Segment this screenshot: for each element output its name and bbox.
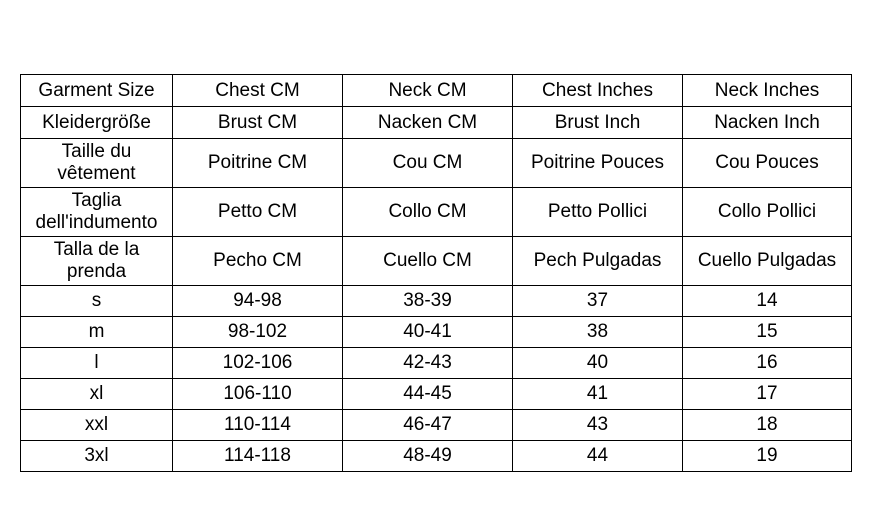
header-cell: Cou CM (343, 139, 513, 188)
neck-cm-cell: 42-43 (343, 348, 513, 379)
header-cell: Brust CM (173, 107, 343, 139)
header-cell: Brust Inch (513, 107, 683, 139)
chest-inches-cell: 40 (513, 348, 683, 379)
header-cell: Taglia dell'indumento (21, 188, 173, 237)
size-cell: xl (21, 379, 173, 410)
header-cell: Cuello Pulgadas (683, 237, 852, 286)
size-cell: 3xl (21, 441, 173, 472)
size-cell: l (21, 348, 173, 379)
chest-cm-cell: 106-110 (173, 379, 343, 410)
chest-inches-cell: 44 (513, 441, 683, 472)
header-cell: Collo CM (343, 188, 513, 237)
header-cell: Cou Pouces (683, 139, 852, 188)
neck-cm-cell: 48-49 (343, 441, 513, 472)
header-row-french (21, 139, 852, 188)
chest-inches-cell: 41 (513, 379, 683, 410)
chest-cm-cell: 98-102 (173, 317, 343, 348)
header-cell: Nacken Inch (683, 107, 852, 139)
chest-inches-cell: 43 (513, 410, 683, 441)
header-cell: Garment Size (21, 75, 173, 107)
header-cell: Cuello CM (343, 237, 513, 286)
header-row-italian (21, 188, 852, 237)
header-cell: Pech Pulgadas (513, 237, 683, 286)
size-cell: s (21, 286, 173, 317)
chest-cm-cell: 94-98 (173, 286, 343, 317)
neck-cm-cell: 40-41 (343, 317, 513, 348)
neck-inches-cell: 17 (683, 379, 852, 410)
neck-inches-cell: 15 (683, 317, 852, 348)
header-cell: Poitrine Pouces (513, 139, 683, 188)
table-row (21, 286, 852, 317)
header-cell: Chest Inches (513, 75, 683, 107)
header-cell: Talla de la prenda (21, 237, 173, 286)
header-cell: Petto Pollici (513, 188, 683, 237)
chest-cm-cell: 110-114 (173, 410, 343, 441)
neck-inches-cell: 18 (683, 410, 852, 441)
neck-cm-cell: 46-47 (343, 410, 513, 441)
header-cell: Neck CM (343, 75, 513, 107)
header-cell: Collo Pollici (683, 188, 852, 237)
table-row (21, 441, 852, 472)
table-row (21, 410, 852, 441)
size-chart-table (20, 74, 852, 472)
chest-cm-cell: 102-106 (173, 348, 343, 379)
header-row-spanish (21, 237, 852, 286)
chest-cm-cell: 114-118 (173, 441, 343, 472)
neck-inches-cell: 14 (683, 286, 852, 317)
table-row (21, 348, 852, 379)
header-row-german (21, 107, 852, 139)
header-cell: Pecho CM (173, 237, 343, 286)
neck-cm-cell: 38-39 (343, 286, 513, 317)
size-cell: xxl (21, 410, 173, 441)
neck-inches-cell: 19 (683, 441, 852, 472)
header-cell: Chest CM (173, 75, 343, 107)
header-cell: Kleidergröße (21, 107, 173, 139)
chest-inches-cell: 37 (513, 286, 683, 317)
header-cell: Nacken CM (343, 107, 513, 139)
chest-inches-cell: 38 (513, 317, 683, 348)
table-row (21, 379, 852, 410)
header-row-english (21, 75, 852, 107)
header-cell: Neck Inches (683, 75, 852, 107)
header-cell: Petto CM (173, 188, 343, 237)
neck-cm-cell: 44-45 (343, 379, 513, 410)
size-cell: m (21, 317, 173, 348)
neck-inches-cell: 16 (683, 348, 852, 379)
table-row (21, 317, 852, 348)
header-cell: Taille du vêtement (21, 139, 173, 188)
header-cell: Poitrine CM (173, 139, 343, 188)
